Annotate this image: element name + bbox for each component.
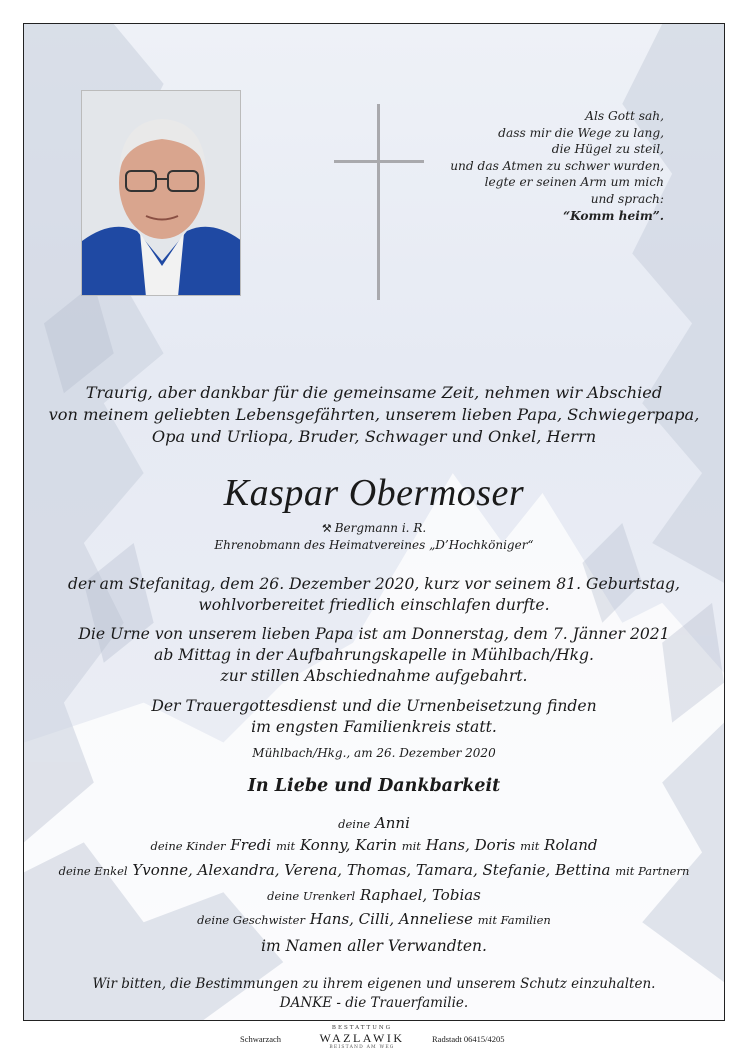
poem-line: die Hügel zu steil, [551,142,664,157]
child-name: Karin [355,836,397,854]
text-line: Wir bitten, die Bestimmungen zu ihrem eigenen und unserem Schutz einzuhalten. [92,976,656,992]
text-line: Der Trauergottesdienst und die Urnenbeisetzung finden [151,697,597,715]
text-line: zur stillen Abschiednahme aufgebahrt. [220,667,528,685]
sibling-names: Hans, Cilli, Anneliese [309,910,473,928]
poem-line: und das Atmen zu schwer wurden, [450,158,664,173]
intro-line: von meinem geliebten Lebensgefährten, unserem lieben Papa, Schwiegerpapa, [48,405,700,424]
prefix: deine Geschwister [197,913,305,927]
text-line: wohlvorbereitet friedlich einschlafen durfte. [198,596,550,614]
intro-line: Opa und Urliopa, Bruder, Schwager und Onkel, Herrn [151,427,597,446]
poem-line: dass mir die Wege zu lang, [498,125,664,140]
great-grandchildren-names: Raphael, Tobias [359,886,481,904]
prefix: deine Kinder [150,839,226,853]
urn-notice [24,624,724,687]
honor-title: Ehrenobmann des Heimatvereines „D’Hochköniger“ [214,538,534,552]
deceased-name: Kaspar Obermoser [223,472,525,514]
service-notice [24,696,724,738]
poem-line: Als Gott sah, [585,109,664,123]
family-partner [24,814,724,832]
intro-line: Traurig, aber dankbar für die gemeinsame Zeit, nehmen wir Abschied [85,383,663,402]
connector: mit [401,839,421,853]
relatives-line: im Namen aller Verwandten. [261,937,487,955]
text-line: Die Urne von unserem lieben Papa ist am Donnerstag, dem 7. Jänner 2021 [78,625,670,643]
child-partner: Roland [544,836,598,854]
child-partner: Hans [425,836,466,854]
poem-line: legte er seinen Arm um mich [484,175,664,190]
death-notice [24,574,724,616]
prefix: deine Urenkerl [267,889,356,903]
logo-bottom-text: BEISTAND AM WEG [329,1045,395,1050]
prefix: deine [338,817,371,831]
child-name: Fredi [230,836,272,854]
connector: mit [520,839,540,853]
text-line: der am Stefanitag, dem 26. Dezember 2020, kurz vor seinem 81. Geburtstag, [68,575,680,593]
funeral-home-footer [0,1024,750,1054]
logo-top-text: BESTATTUNG [331,1025,393,1031]
child-partner: Konny [299,836,346,854]
poem [416,108,664,224]
job-title: Bergmann i. R. [334,521,427,535]
connector: mit [275,839,296,853]
text-line: ab Mittag in der Aufbahrungskapelle in Mühlbach/Hkg. [154,646,594,664]
portrait-photo [81,90,241,296]
poem-line: und sprach: [590,191,664,206]
closing-note [24,975,724,1013]
cross-icon [334,104,424,300]
intro-text [24,382,724,448]
prefix: deine Enkel [58,864,128,878]
family-great-grandchildren [24,886,724,904]
occupation [24,520,724,554]
partner-name: Anni [374,814,410,832]
footer-location-right: Radstadt 06415/4205 [432,1034,505,1044]
family-siblings [24,910,724,928]
logo-name: WAZLAWIK [319,1031,405,1045]
text-line: DANKE - die Trauerfamilie. [279,995,469,1011]
footer-location-left: Schwarzach [240,1034,282,1044]
suffix: mit Partnern [615,864,690,878]
funeral-home-logo [302,1024,422,1052]
child-name: Doris [474,836,516,854]
grandchildren-names: Yvonne, Alexandra, Verena, Thomas, Tamara, Stefanie, Bettina [132,861,611,879]
text-line: im engsten Familienkreis statt. [251,718,497,736]
family-children: deine Kinder Fredi mit Konny, Karin mit Hans, Doris mit Roland [150,836,598,854]
place-date: Mühlbach/Hkg., am 26. Dezember 2020 [252,746,496,760]
poem-last-line: “Komm heim”. [563,208,664,223]
hammer-and-pick-icon: ⚒ [321,522,332,535]
family-grandchildren [24,861,724,879]
suffix: mit Familien [477,913,551,927]
love-heading: In Liebe und Dankbarkeit [247,776,501,796]
obituary-card [23,23,725,1021]
